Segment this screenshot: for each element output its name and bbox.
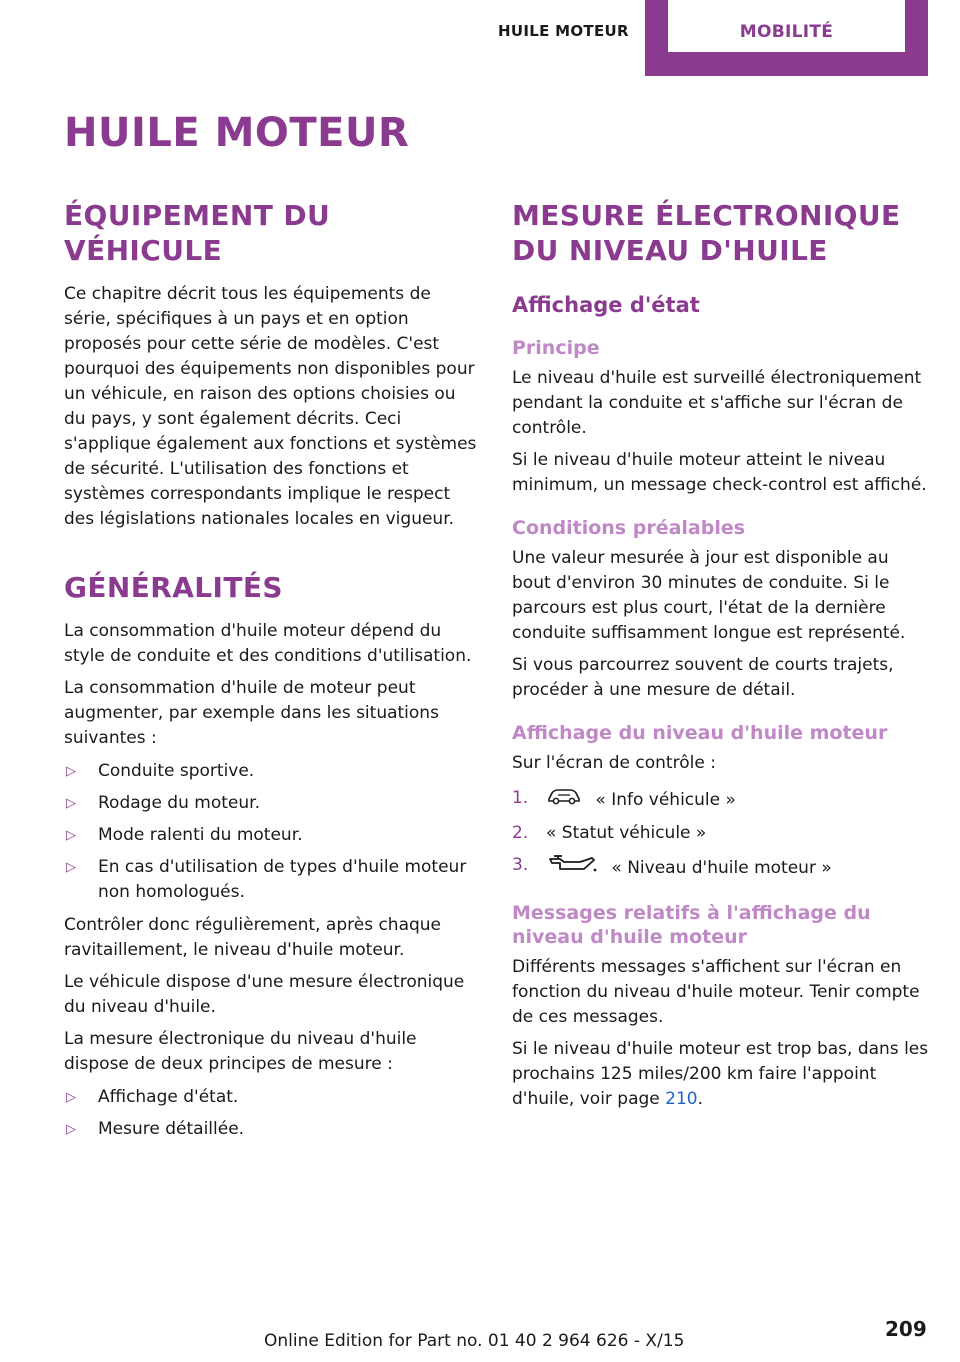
paragraph-messages-2	[512, 1037, 932, 1112]
list-item	[64, 855, 480, 905]
paragraph-general-4: Le véhicule dispose d'une mesure électronique du niveau d'huile.	[64, 972, 465, 1017]
heading-oil-level-display: Affichage du niveau d'huile moteur	[512, 722, 888, 744]
list-item	[64, 791, 480, 816]
steps-list	[512, 786, 932, 883]
triangle-bullet-icon: ▷	[66, 1090, 76, 1105]
car-info-icon	[546, 786, 582, 814]
heading-messages: Messages relatifs à l'affichage du niveau d'huile moteur	[512, 902, 871, 948]
chapter-tab-label: MOBILITÉ	[739, 22, 834, 42]
paragraph-equipment: Ce chapitre décrit tous les équipements de série, spécifiques à un pays et en option proposés pour cette série de modèles. C'est pourquoi des équipements non disponibles pour un véhicule, en raison des options choisies ou du pays, y sont également décrits. Ceci s'applique également aux fonctions et systèmes de sécurité. L'utilisation des fonctions et systèmes correspondants implique le respect des législations nationales locales en vigueur.	[64, 284, 477, 529]
paragraph-principle-2: Si le niveau d'huile moteur atteint le niveau minimum, un message check-control est affiché.	[512, 450, 927, 495]
list-item-text: En cas d'utilisation de types d'huile moteur non homologués.	[98, 857, 467, 902]
heading-electronic-measurement: MESURE ÉLECTRONIQUE DU NIVEAU D'HUILE	[512, 199, 901, 267]
list-item	[64, 1117, 480, 1142]
step-text: « Info véhicule »	[595, 790, 736, 810]
step-item	[512, 821, 932, 846]
step-number: 3.	[512, 855, 529, 875]
messages-text: Si le niveau d'huile moteur est trop bas, dans les prochains 125 miles/200 km faire l'appoint d'huile, voir page	[512, 1039, 929, 1109]
step-item	[512, 786, 932, 814]
list-item-text: Conduite sportive.	[98, 761, 255, 781]
footer-edition: Online Edition for Part no. 01 40 2 964 626 - X/15	[264, 1331, 685, 1351]
paragraph-general-3: Contrôler donc régulièrement, après chaque ravitaillement, le niveau d'huile moteur.	[64, 915, 442, 960]
step-number: 2.	[512, 823, 529, 843]
running-header-section: HUILE MOTEUR	[498, 22, 629, 40]
paragraph-general-1: La consommation d'huile moteur dépend du style de conduite et des conditions d'utilisation.	[64, 621, 472, 666]
triangle-bullet-icon: ▷	[66, 860, 76, 875]
heading-vehicle-equipment: ÉQUIPEMENT DU VÉHICULE	[64, 199, 331, 267]
page-reference-link[interactable]: 210	[665, 1089, 698, 1109]
heading-general: GÉNÉRALITÉS	[64, 571, 283, 604]
principles-list	[64, 1085, 480, 1142]
heading-status-display: Affichage d'état	[512, 293, 700, 317]
paragraph-general-2: La consommation d'huile de moteur peut augmenter, par exemple dans les situations suivantes :	[64, 678, 439, 748]
heading-prerequisites: Conditions préalables	[512, 517, 746, 539]
left-column	[64, 198, 480, 1150]
triangle-bullet-icon: ▷	[66, 764, 76, 779]
oil-can-icon	[546, 853, 598, 883]
step-text: « Niveau d'huile moteur »	[611, 858, 832, 878]
step-item	[512, 853, 932, 883]
triangle-bullet-icon: ▷	[66, 828, 76, 843]
heading-principle: Principe	[512, 337, 600, 359]
chapter-tab-label-box	[668, 0, 905, 52]
paragraph-conditions-2: Si vous parcourrez souvent de courts trajets, procéder à une mesure de détail.	[512, 655, 894, 700]
paragraph-principle-1: Le niveau d'huile est surveillé électroniquement pendant la conduite et s'affiche sur l'écran de contrôle.	[512, 368, 922, 438]
step-text: « Statut véhicule »	[546, 823, 707, 843]
right-column	[512, 198, 932, 1119]
paragraph-messages-1: Différents messages s'affichent sur l'écran en fonction du niveau d'huile moteur. Tenir compte de ces messages.	[512, 957, 920, 1027]
list-item	[64, 759, 480, 784]
page-title: HUILE MOTEUR	[64, 110, 410, 156]
paragraph-general-5: La mesure électronique du niveau d'huile dispose de deux principes de mesure :	[64, 1029, 417, 1074]
paragraph-conditions-1: Une valeur mesurée à jour est disponible au bout d'environ 30 minutes de conduite. Si le parcours est plus court, l'état de la dernière conduite suffisamment longue est représenté.	[512, 548, 906, 643]
triangle-bullet-icon: ▷	[66, 1122, 76, 1137]
list-item-text: Mode ralenti du moteur.	[98, 825, 303, 845]
step-number: 1.	[512, 788, 529, 808]
list-item-text: Mesure détaillée.	[98, 1119, 245, 1139]
list-item	[64, 823, 480, 848]
list-item-text: Rodage du moteur.	[98, 793, 260, 813]
list-item	[64, 1085, 480, 1110]
messages-period: .	[697, 1089, 704, 1109]
page-number: 209	[885, 1317, 927, 1341]
triangle-bullet-icon: ▷	[66, 796, 76, 811]
situations-list	[64, 759, 480, 905]
paragraph-display: Sur l'écran de contrôle :	[512, 753, 716, 773]
list-item-text: Affichage d'état.	[98, 1087, 239, 1107]
